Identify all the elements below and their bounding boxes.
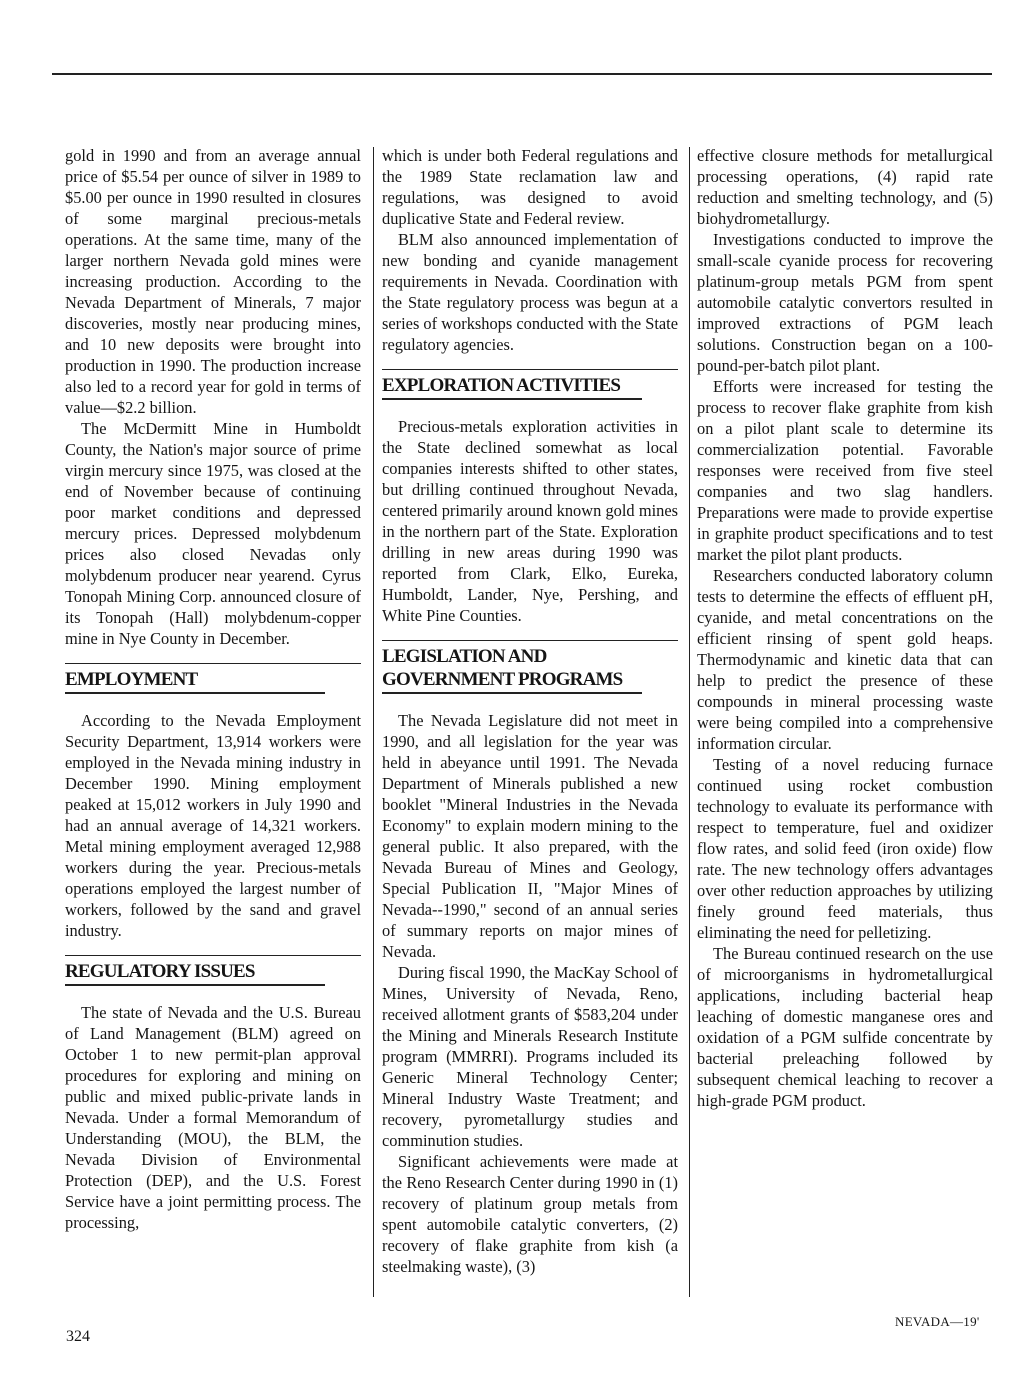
section-heading: LEGISLATION AND GOVERNMENT PROGRAMS: [382, 645, 642, 694]
section-header-employment: [65, 663, 361, 694]
paragraph: The Bureau continued research on the use of microorganisms in hydrometallurgical applications, including bacterial heap leaching of domestic manganese ores and oxidation of a PGM sulfide concentrate by bacterial preleaching followed by subsequent chemical leaching to recover a high-grade PGM product.: [697, 944, 993, 1110]
column-divider: [373, 147, 374, 1297]
paragraph: which is under both Federal regulations and the 1989 State reclamation law and regulations, was designed to avoid duplicative State and Federal review.: [382, 146, 678, 228]
paragraph: Efforts were increased for testing the process to recover flake graphite from kish on a pilot plant scale to determine its commercialization potential. Favorable responses were received from five steel companies and two slag handlers. Preparations were made to provide expertise in graphite product specifications and to test market the pilot plant products.: [697, 377, 993, 564]
section-heading: EMPLOYMENT: [65, 668, 325, 694]
paragraph: Testing of a novel reducing furnace continued using rocket combustion technology to evaluate its performance with respect to temperature, fuel and oxidizer flow rates, and solid feed (iron oxide) flow rate. The new technology offers advantages over other reduction approaches by utilizing finely ground feed materials, thus eliminating the need for pelletizing.: [697, 755, 993, 942]
paragraph: The state of Nevada and the U.S. Bureau of Land Management (BLM) agreed on October 1 to new permit-plan approval procedures for exploring and mining on public and mixed public-private lands in Nevada. Under a formal Memorandum of Understanding (MOU), the BLM, the Nevada Division of Environmental Protection (DEP), and the U.S. Forest Service have a joint permitting process. The processing,: [65, 1003, 361, 1232]
running-head: NEVADA—19': [895, 1314, 980, 1329]
paragraph: BLM also announced implementation of new bonding and cyanide management requirements in Nevada. Coordination with the State regulatory process was begun at a series of workshops conducted with the State regulatory agencies.: [382, 230, 678, 354]
section-heading: REGULATORY ISSUES: [65, 960, 325, 986]
section-rule: [382, 369, 678, 370]
section-rule: [65, 955, 361, 956]
paragraph: Precious-metals exploration activities in the State declined somewhat as local companies interests shifted to other states, but drilling continued throughout Nevada, centered primarily around known gold mines in the northern part of the State. Exploration drilling in new areas during 1990 was reported from Clark, Elko, Eureka, Humboldt, Lander, Nye, Pershing, and White Pine Counties.: [382, 417, 678, 625]
column-3: [697, 145, 993, 1111]
section-header-exploration: [382, 369, 678, 400]
column-divider: [689, 147, 690, 1297]
paragraph: The McDermitt Mine in Humboldt County, the Nation's major source of prime virgin mercury since 1975, was closed at the end of November because of continuing poor market conditions and depressed mercury prices. Depressed molybdenum prices also closed Nevadas only molybdenum producer near yearend. Cyrus Tonopah Mining Corp. announced closure of its Tonopah (Hall) molybdenum-copper mine in Nye County in December.: [65, 419, 361, 648]
paragraph: Significant achievements were made at the Reno Research Center during 1990 in (1) recovery of platinum group metals from spent automobile catalytic converters, (2) recovery of flake graphite from kish (a steelmaking waste), (3): [382, 1152, 678, 1276]
paragraph: effective closure methods for metallurgical processing operations, (4) rapid rate reduction and smelting technology, and (5) biohydrometallurgy.: [697, 146, 993, 228]
section-rule: [382, 640, 678, 641]
paragraph: During fiscal 1990, the MacKay School of Mines, University of Nevada, Reno, received allotment grants of $583,204 under the Mining and Minerals Research Institute program (MMRRI). Programs included its Generic Mineral Technology Center; Mineral Industry Waste Treatment; and recovery, pyrometallurgy studies and comminution studies.: [382, 963, 678, 1150]
column-2: [382, 145, 678, 1277]
paragraph: gold in 1990 and from an average annual price of $5.54 per ounce of silver in 1989 to $5.00 per ounce in 1990 resulted in closures of some marginal precious-metals operations. At the same time, many of the larger northern Nevada gold mines were increasing production. According to the Nevada Department of Minerals, 7 major discoveries, mostly near producing mines, and 10 new deposits were brought into production in 1990. The production increase also led to a record year for gold in terms of value—$2.2 billion.: [65, 146, 361, 417]
paragraph: According to the Nevada Employment Security Department, 13,914 workers were employed in the Nevada mining industry in December 1990. Mining employment peaked at 15,012 workers in July 1990 and had an annual average of 14,321 workers. Metal mining employment averaged 12,988 workers during the year. Precious-metals operations employed the largest number of workers, followed by the sand and gravel industry.: [65, 711, 361, 940]
paragraph: The Nevada Legislature did not meet in 1990, and all legislation for the year was held in abeyance until 1991. The Nevada Department of Minerals published a new booklet "Mineral Industries in the Nevada Economy" to explain modern mining to the general public. It also prepared, with the Nevada Bureau of Mines and Geology, Special Publication II, "Major Mines of Nevada--1990," second of an annual series of summary reports on major mines of Nevada.: [382, 711, 678, 961]
paragraph: Researchers conducted laboratory column tests to determine the effects of effluent pH, cyanide, and metal concentrations on the efficient rinsing of spent gold heaps. Thermodynamic and kinetic data that can help to predict the presence of these compounds in mineral processing waste were being compiled into a comprehensive information circular.: [697, 566, 993, 753]
page-number: 324: [66, 1328, 90, 1345]
paragraph: Investigations conducted to improve the small-scale cyanide process for recovering platinum-group metals PGM from spent automobile catalytic convertors resulted in improved extractions of PGM leach solutions. Construction began on a 100-pound-per-batch pilot plant.: [697, 230, 993, 375]
column-1: [65, 145, 361, 1233]
top-rule: [52, 73, 992, 75]
section-heading: EXPLORATION ACTIVITIES: [382, 374, 642, 400]
section-rule: [65, 663, 361, 664]
section-header-legislation: [382, 640, 678, 694]
section-header-regulatory: [65, 955, 361, 986]
